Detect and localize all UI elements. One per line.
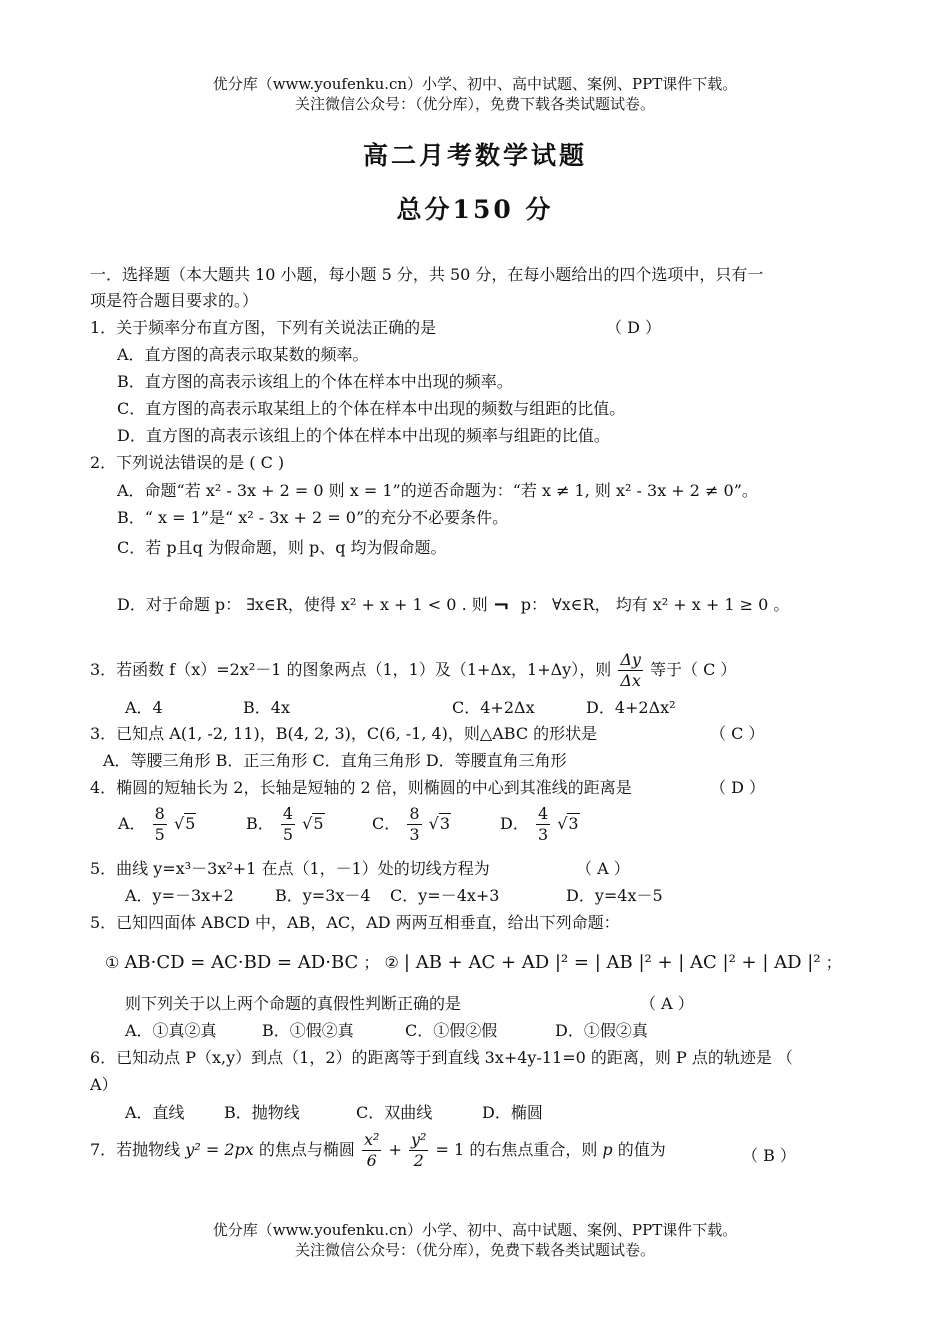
prop-1: AB·CD = AC·BD = AD·BC: [124, 952, 359, 973]
q4-c-num: 8: [409, 804, 420, 823]
q4-stem: 4．椭圆的短轴长为 2，长轴是短轴的 2 倍，则椭圆的中心到其准线的距离是: [90, 778, 632, 797]
prop-2-mark: ②: [384, 953, 399, 972]
q2-option-d-post: p： ∀x∈R， 均有 x² + x + 1 ≥ 0 。: [520, 595, 790, 614]
q3a-frac-num: Δy: [620, 650, 641, 669]
prop-1-mark: ①: [105, 953, 120, 972]
page-subtitle: 总分150 分: [396, 195, 554, 224]
q5a-stem: 5．曲线 y=x³－3x²+1 在点（1，－1）处的切线方程为: [90, 859, 490, 878]
q4-option-b: [246, 804, 325, 845]
q2-option-c: C．若 p且q 为假命题，则 p、q 均为假命题。: [117, 538, 447, 557]
q6-stem: 6．已知动点 P（x,y）到点（1，2）的距离等于到直线 3x+4y-11=0 的距离，则 P 点的轨迹是 （: [90, 1048, 793, 1067]
q4-d-label: D．: [500, 814, 529, 833]
sqrt-symbol: √5: [173, 814, 196, 833]
q4-a-num: 8: [154, 804, 165, 823]
q3a-row: [90, 650, 736, 691]
q4-answer: （ D ）: [710, 778, 766, 797]
q4-a-label: A．: [118, 814, 146, 833]
q7-mid: 的焦点与椭圆: [258, 1140, 355, 1159]
q7-tail: 的右焦点重合，则: [469, 1140, 598, 1159]
q7-plus: +: [388, 1140, 402, 1159]
q4-d-root: 3: [568, 814, 579, 833]
q5a-option-d: D．y=4x－5: [566, 886, 663, 905]
q3b-stem: 3．已知点 A(1, -2, 11)，B(4, 2, 3)，C(6, -1, 4)，则△ABC 的形状是: [90, 724, 598, 743]
q7-f2-num: y²: [411, 1130, 427, 1149]
q2-stem: 2．下列说法错误的是 ( C ): [90, 453, 285, 472]
q2-option-d: [117, 594, 789, 616]
q5b-stem: 5．已知四面体 ABCD 中，AB，AC，AD 两两互相垂直，给出下列命题：: [90, 913, 620, 932]
q4-a-den: 5: [154, 825, 165, 844]
q3a-stem: 3．若函数 f（x）=2x²－1 的图象两点（1，1）及（1+Δx，1+Δy），则: [90, 660, 612, 679]
sqrt-symbol: √3: [557, 814, 579, 833]
q7-tail-2: 的值为: [617, 1140, 666, 1159]
q5a-option-b: B．y=3x－4: [275, 886, 371, 905]
q1-option-d: D．直方图的高表示该组上的个体在样本中出现的频率与组距的比值。: [117, 426, 610, 445]
q1-stem: 1．关于频率分布直方图，下列有关说法正确的是: [90, 318, 437, 337]
q5a-answer: （ A ）: [576, 859, 630, 878]
q5a-option-a: A．y=－3x+2: [125, 886, 234, 905]
q4-d-den: 3: [537, 825, 549, 844]
section-intro-2: 项是符合题目要求的。）: [90, 291, 259, 310]
q5b-answer: （ A ）: [640, 994, 694, 1013]
q5b-option-a: A．①真②真: [125, 1021, 217, 1040]
header-line-2: 关注微信公众号：（优分库），免费下载各类试题试卷。: [294, 95, 655, 113]
q4-d-num: 4: [537, 804, 549, 823]
q3b-options: A．等腰三角形 B．正三角形 C．直角三角形 D．等腰直角三角形: [103, 751, 567, 770]
q5b-option-c: C．①假②假: [405, 1021, 498, 1040]
page-title: 高二月考数学试题: [362, 141, 587, 170]
q5b-propositions: [105, 952, 842, 974]
q1-answer: （ D ）: [606, 318, 662, 337]
q5a-option-c: C．y=－4x+3: [390, 886, 500, 905]
q3a-tail: 等于（ C ）: [650, 660, 737, 679]
q7-f2-den: 2: [413, 1151, 424, 1170]
q3a-frac-den: Δx: [620, 671, 641, 690]
q4-a-fraction: [153, 804, 167, 845]
q7-fraction-1: [362, 1130, 381, 1171]
q7-answer: （ B ）: [742, 1146, 796, 1165]
footer-line-2: 关注微信公众号：（优分库），免费下载各类试题试卷。: [294, 1241, 655, 1259]
prop-sep: ；: [363, 953, 380, 972]
q6-stem-2: A）: [90, 1075, 118, 1094]
q4-c-root: 3: [439, 814, 451, 833]
q6-option-c: C．双曲线: [356, 1103, 433, 1122]
q5b-option-b: B．①假②真: [262, 1021, 354, 1040]
q1-option-c: C．直方图的高表示取某组上的个体在样本中出现的频数与组距的比值。: [117, 399, 626, 418]
footer-line-1: 优分库（www.youfenku.cn）小学、初中、高中试题、案例、PPT课件下载。: [212, 1221, 738, 1239]
q4-b-num: 4: [282, 804, 294, 823]
q2-option-b: B．“ x = 1”是“ x² - 3x + 2 = 0”的充分不必要条件。: [117, 508, 509, 527]
q5b-judge: 则下列关于以上两个命题的真假性判断正确的是: [125, 994, 462, 1013]
q7-parabola: y² = 2px: [185, 1140, 254, 1159]
q4-b-label: B．: [246, 814, 274, 833]
q4-a-root: 5: [185, 814, 196, 833]
q2-option-a: A．命题“若 x² - 3x + 2 = 0 则 x = 1”的逆否命题为：“若 x ≠ 1, 则 x² - 3x + 2 ≠ 0”。: [117, 481, 758, 500]
q4-c-den: 3: [409, 825, 420, 844]
negation-symbol: ¬: [492, 593, 510, 617]
q2-option-d-pre: D．对于命题 p： ∃x∈R，使得 x² + x + 1 < 0 . 则: [117, 595, 488, 614]
q7-f1-num: x²: [363, 1130, 380, 1149]
q4-option-c: [372, 804, 451, 845]
q3a-option-d: D．4+2Δx²: [586, 698, 676, 717]
q4-b-fraction: [281, 804, 295, 845]
q3a-fraction: [618, 650, 643, 691]
q4-c-fraction: [407, 804, 421, 845]
q3a-option-b: B．4x: [243, 698, 290, 717]
q7-var: p: [602, 1140, 613, 1159]
q6-option-b: B．抛物线: [224, 1103, 300, 1122]
section-intro-1: 一．选择题（本大题共 10 小题，每小题 5 分，共 50 分，在每小题给出的四个选项中，只有一: [90, 265, 764, 284]
q7-f1-den: 6: [366, 1151, 377, 1170]
q3b-answer: （ C ）: [710, 724, 765, 743]
q1-option-a: A．直方图的高表示取某数的频率。: [117, 345, 369, 364]
q7-fraction-2: [409, 1130, 428, 1171]
q4-option-d: [500, 804, 580, 845]
q4-b-den: 5: [282, 825, 294, 844]
q4-option-a: [118, 804, 196, 845]
q4-c-label: C．: [372, 814, 401, 833]
sqrt-symbol: √3: [428, 814, 451, 833]
sqrt-symbol: √5: [302, 814, 324, 833]
q7-stem-pre: 7．若抛物线: [90, 1140, 181, 1159]
q3a-option-c: C．4+2Δx: [452, 698, 535, 717]
q1-option-b: B．直方图的高表示该组上的个体在样本中出现的频率。: [117, 372, 513, 391]
header-line-1: 优分库（www.youfenku.cn）小学、初中、高中试题、案例、PPT课件下载。: [212, 75, 738, 93]
q7-row: [90, 1130, 666, 1171]
prop-2: | AB + AC + AD |² = | AB |² + | AC |² + | AD |²: [403, 952, 821, 973]
q4-b-root: 5: [313, 814, 324, 833]
q4-d-fraction: [536, 804, 550, 845]
q7-eq: = 1: [435, 1140, 465, 1159]
q5b-option-d: D．①假②真: [555, 1021, 648, 1040]
q6-option-d: D．椭圆: [482, 1103, 543, 1122]
q3a-option-a: A．4: [125, 698, 163, 717]
prop-end: ；: [825, 953, 842, 972]
q6-option-a: A．直线: [125, 1103, 185, 1122]
